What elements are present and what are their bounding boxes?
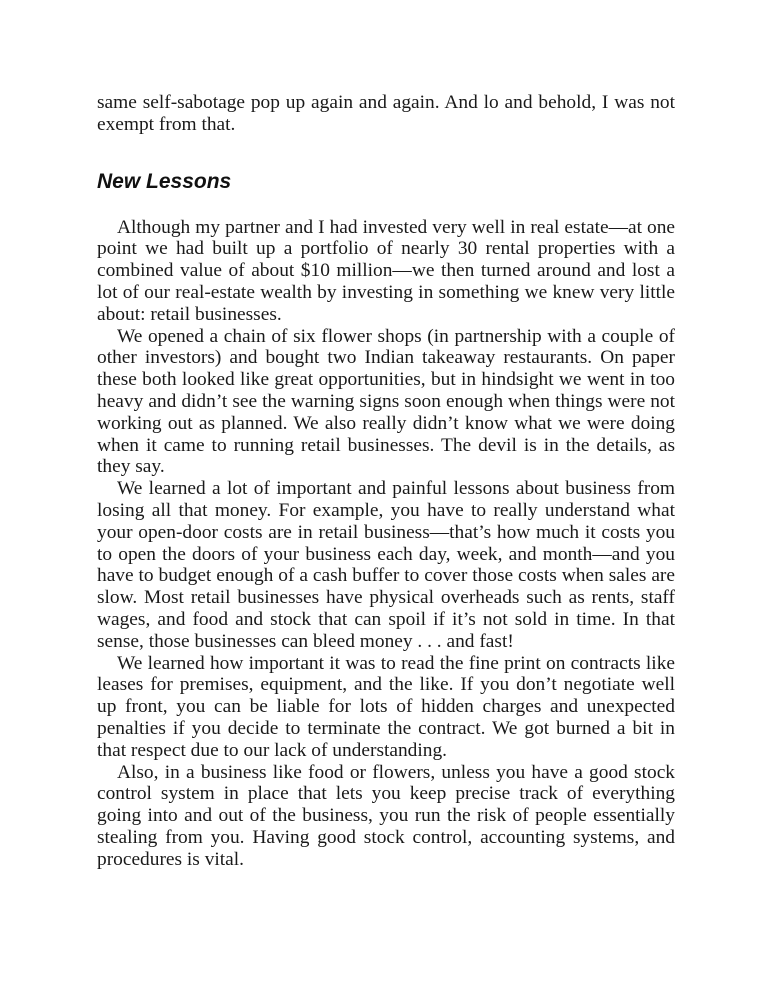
body-paragraph-5: Also, in a business like food or flowers, unless you have a good stock control system in place that lets you keep precise track of everything going into and out of the business, you run the risk of people essentially stealing from you. Having good stock control, accounting systems, and procedures is vital.	[97, 761, 675, 870]
opening-paragraph: same self-sabotage pop up again and again. And lo and behold, I was not exempt from that.	[97, 92, 675, 135]
body-paragraph-1: Although my partner and I had invested very well in real estate—at one point we had built up a portfolio of nearly 30 rental properties with a combined value of about $10 million—we then turned around and lost a lot of our real-estate wealth by investing in something we knew very little about: retail businesses.	[97, 216, 675, 325]
section-heading: New Lessons	[97, 169, 232, 193]
document-page	[97, 92, 675, 871]
body-paragraph-3: We learned a lot of important and painful lessons about business from losing all that money. For example, you have to really understand what your open-door costs are in retail business—that’s how much it costs you to open the doors of your business each day, week, and month—and you have to budget enough of a cash buffer to cover those costs when sales are slow. Most retail businesses have physical overheads such as rents, staff wages, and food and stock that can spoil if it’s not sold in time. In that sense, those businesses can bleed money . . . and fast!	[97, 478, 675, 652]
body-paragraph-2: We opened a chain of six flower shops (in partnership with a couple of other investors) and bought two Indian takeaway restaurants. On paper these both looked like great opportunities, but in hindsight we went in too heavy and didn’t see the warning signs soon enough when things were not working out as planned. We also really didn’t know what we were doing when it came to running retail businesses. The devil is in the details, as they say.	[97, 325, 675, 478]
body-paragraph-4: We learned how important it was to read the fine print on contracts like leases for premises, equipment, and the like. If you don’t negotiate well up front, you can be liable for lots of hidden charges and unexpected penalties if you decide to terminate the contract. We got burned a bit in that respect due to our lack of understanding.	[97, 652, 675, 761]
